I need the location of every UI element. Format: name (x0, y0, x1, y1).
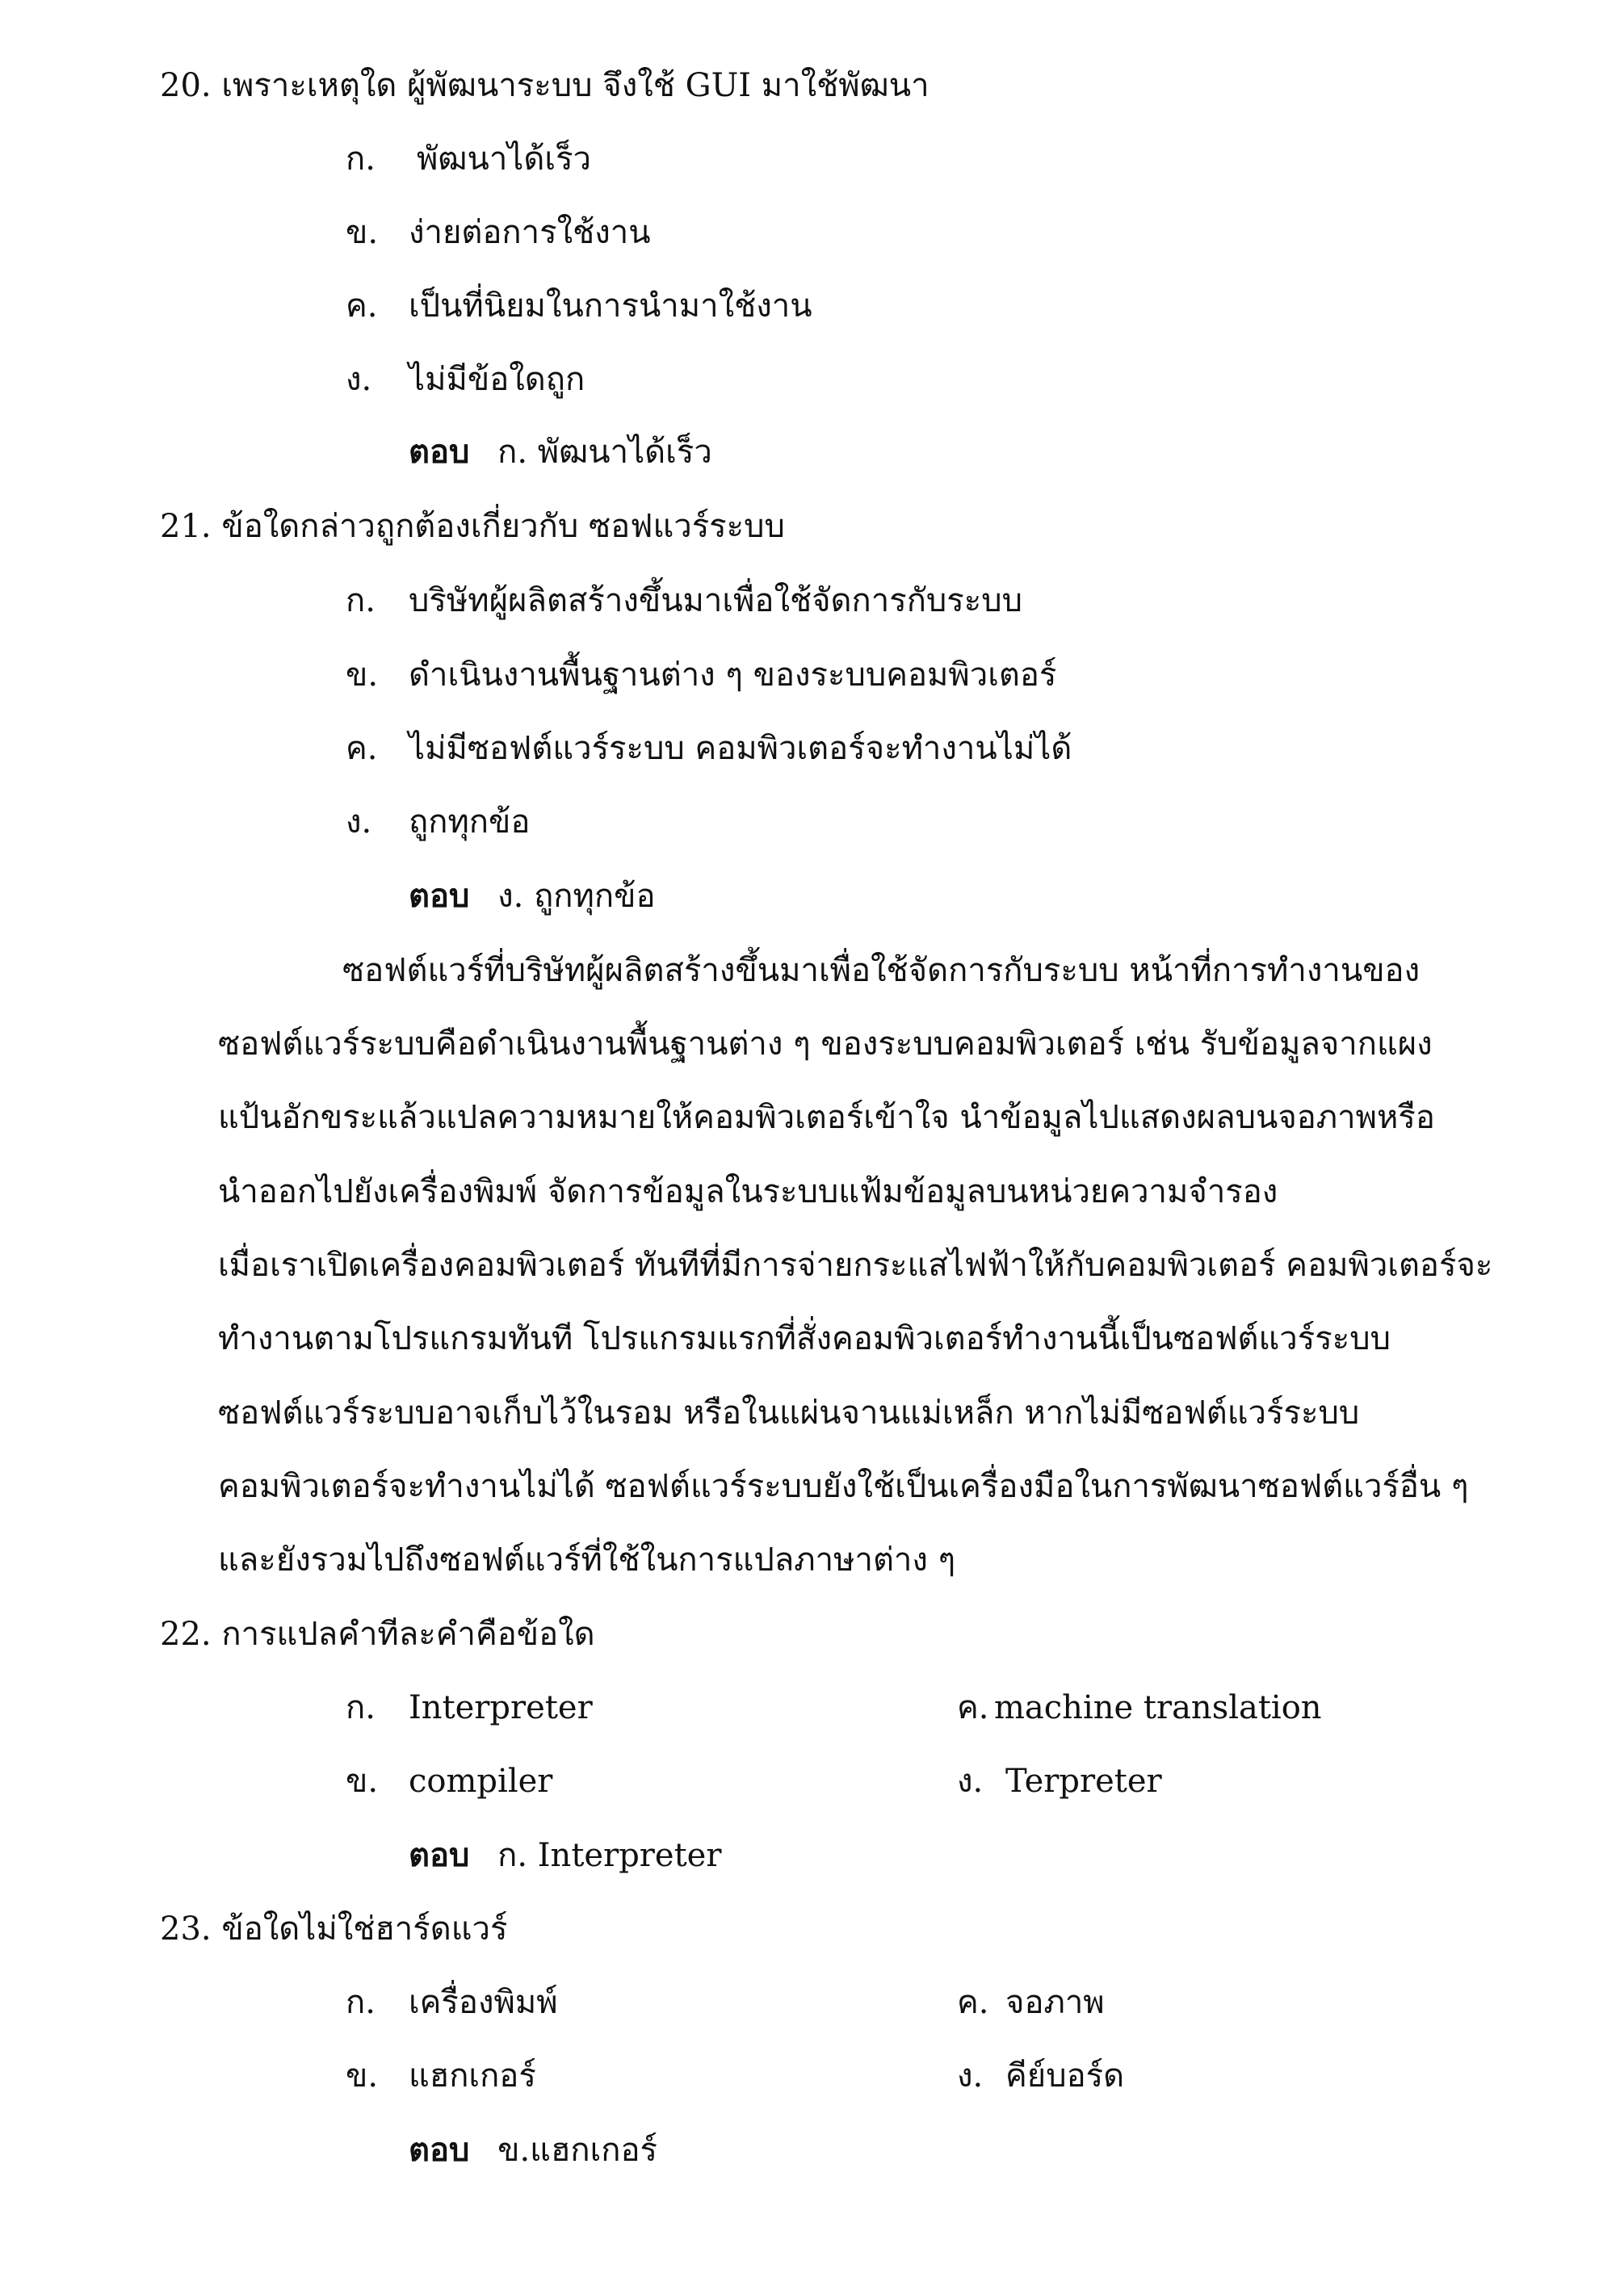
answer-line (409, 2126, 657, 2174)
answer-label: ตอบ (409, 1836, 470, 1874)
explanation-line: นำออกไปยังเครื่องพิมพ์ จัดการข้อมูลในระบบแฟ้มข้อมูลบนหน่วยความจำรอง (218, 1173, 1278, 1210)
question-number: 20. (160, 67, 212, 104)
question-text: การแปลคำทีละคำคือข้อใด (221, 1616, 595, 1653)
explanation-line: ซอฟต์แวร์ระบบคือดำเนินงานพื้นฐานต่าง ๆ ของระบบคอมพิวเตอร์ เช่น รับข้อมูลจากแผง (218, 1025, 1433, 1063)
question-text: ข้อใดไม่ใช่ฮาร์ดแวร์ (221, 1910, 508, 1948)
answer-text: ง. ถูกทุกข้อ (497, 878, 656, 915)
answer-text: ก. พัฒนาได้เร็ว (497, 434, 712, 471)
option-text: บริษัทผู้ผลิตสร้างขึ้นมาเพื่อใช้จัดการกับระบบ (409, 582, 1023, 619)
option-text: แฮกเกอร์ (409, 2057, 536, 2095)
option-text: machine translation (994, 1689, 1322, 1726)
answer-line (409, 1831, 721, 1880)
option-text: ถูกทุกข้อ (409, 803, 531, 841)
option-letter: ค. (346, 730, 378, 767)
option-text: Terpreter (1005, 1763, 1162, 1800)
answer-label: ตอบ (409, 433, 470, 471)
answer-text: ก. Interpreter (497, 1837, 722, 1874)
explanation-line: เมื่อเราเปิดเครื่องคอมพิวเตอร์ ทันทีที่มีการจ่ายกระแสไฟฟ้าให้กับคอมพิวเตอร์ คอมพิวเตอร์จะ (218, 1247, 1493, 1284)
explanation-line: แป้นอักขระแล้วแปลความหมายให้คอมพิวเตอร์เข้าใจ นำข้อมูลไปแสดงผลบนจอภาพหรือ (218, 1099, 1435, 1136)
option-text: เครื่องพิมพ์ (409, 1984, 558, 2021)
explanation-line: คอมพิวเตอร์จะทำงานไม่ได้ ซอฟต์แวร์ระบบยังใช้เป็นเครื่องมือในการพัฒนาซอฟต์แวร์อื่น ๆ (218, 1468, 1469, 1505)
question-20 (160, 61, 929, 110)
question-number: 21. (160, 508, 212, 545)
option-letter: ข. (346, 1763, 379, 1800)
question-21 (160, 502, 785, 551)
question-number: 22. (160, 1616, 212, 1653)
option-text: Interpreter (409, 1689, 593, 1726)
option-letter: ก. (346, 1689, 376, 1726)
option-text: ดำเนินงานพื้นฐานต่าง ๆ ของระบบคอมพิวเตอร์ (409, 656, 1057, 694)
option-letter: ค. (957, 1689, 989, 1726)
answer-line (409, 428, 712, 476)
option-letter: ข. (346, 656, 379, 694)
answer-label: ตอบ (409, 2131, 470, 2169)
answer-text: ข.แฮกเกอร์ (497, 2132, 657, 2169)
question-text: เพราะเหตุใด ผู้พัฒนาระบบ จึงใช้ GUI มาใช้พัฒนา (221, 67, 929, 104)
option-letter: ก. (346, 582, 376, 619)
option-letter: ค. (957, 1984, 989, 2021)
option-text: compiler (409, 1763, 553, 1800)
option-letter: ง. (957, 1763, 984, 1800)
explanation-line: ซอฟต์แวร์ระบบอาจเก็บไว้ในรอม หรือในแผ่นจานแม่เหล็ก หากไม่มีซอฟต์แวร์ระบบ (218, 1394, 1360, 1432)
option-letter: ง. (346, 361, 372, 398)
option-letter: ข. (346, 2057, 379, 2095)
answer-line (409, 872, 655, 921)
question-23 (160, 1905, 507, 1953)
question-text: ข้อใดกล่าวถูกต้องเกี่ยวกับ ซอฟแวร์ระบบ (221, 508, 785, 545)
option-text: ไม่มีข้อใดถูก (409, 361, 585, 398)
option-letter: ค. (346, 287, 378, 325)
question-22 (160, 1610, 595, 1659)
option-letter: ก. (346, 140, 376, 178)
answer-label: ตอบ (409, 877, 470, 915)
option-text: จอภาพ (1005, 1984, 1105, 2021)
option-text: พัฒนาได้เร็ว (417, 140, 592, 178)
option-text: ง่ายต่อการใช้งาน (409, 214, 651, 251)
explanation-line: ซอฟต์แวร์ที่บริษัทผู้ผลิตสร้างขึ้นมาเพื่อใช้จัดการกับระบบ หน้าที่การทำงานของ (342, 952, 1420, 989)
question-number: 23. (160, 1910, 212, 1948)
option-text: เป็นที่นิยมในการนำมาใช้งาน (409, 287, 812, 325)
option-letter: ง. (346, 803, 372, 841)
option-letter: ง. (957, 2057, 984, 2095)
option-letter: ข. (346, 214, 379, 251)
explanation-line: และยังรวมไปถึงซอฟต์แวร์ที่ใช้ในการแปลภาษาต่าง ๆ (218, 1541, 956, 1579)
option-letter: ก. (346, 1984, 376, 2021)
option-text: ไม่มีซอฟต์แวร์ระบบ คอมพิวเตอร์จะทำงานไม่ได้ (409, 730, 1072, 767)
option-text: คีย์บอร์ด (1005, 2057, 1125, 2095)
explanation-line: ทำงานตามโปรแกรมทันที โปรแกรมแรกที่สั่งคอมพิวเตอร์ทำงานนี้เป็นซอฟต์แวร์ระบบ (218, 1320, 1391, 1357)
